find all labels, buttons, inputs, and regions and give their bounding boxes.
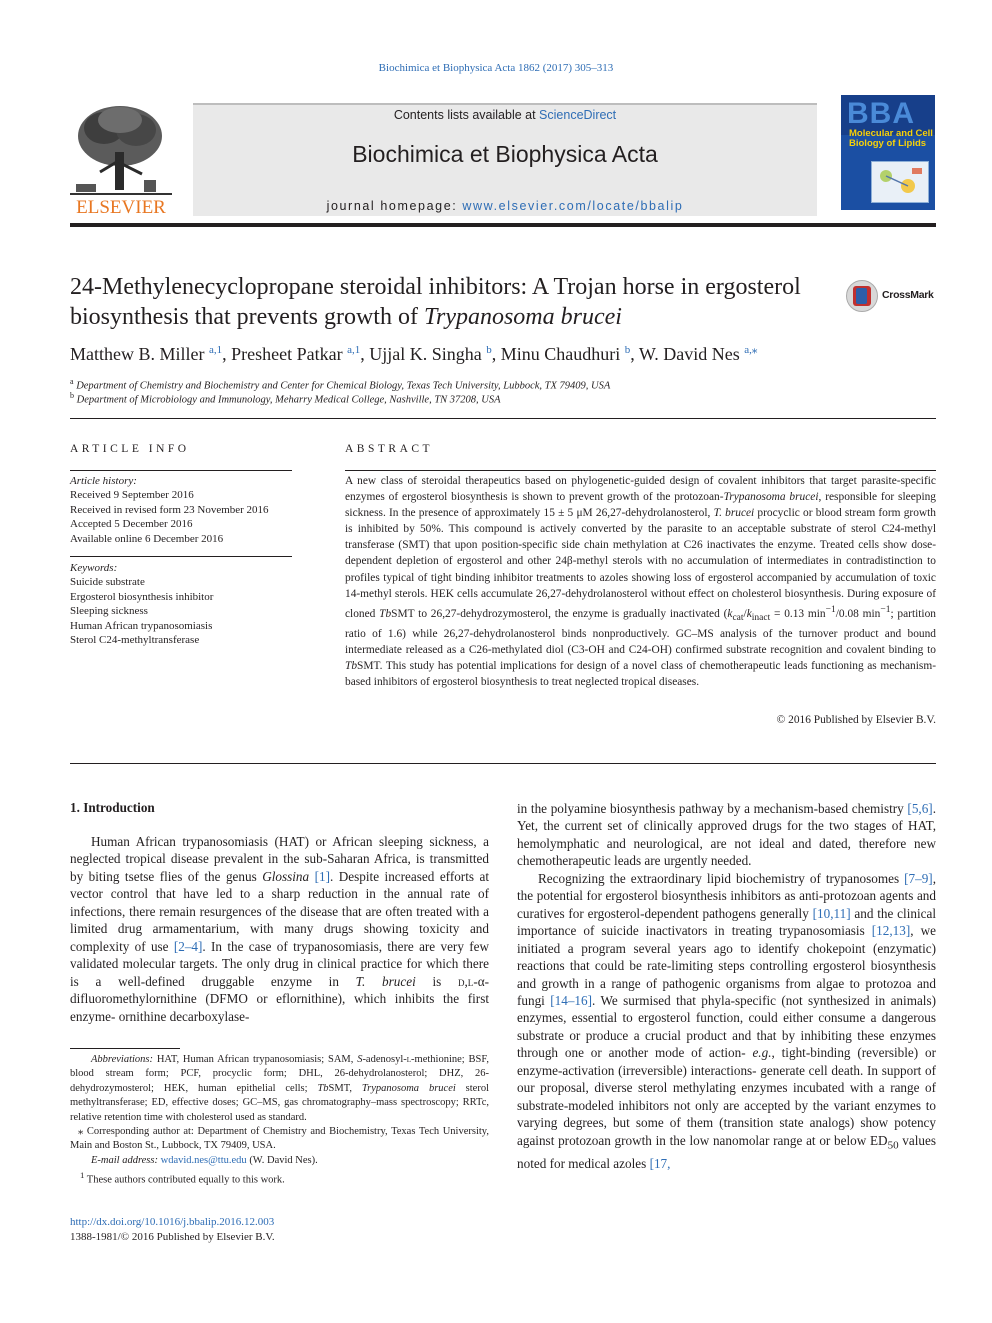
abstract-rule: [345, 470, 936, 471]
author-affiliation-mark[interactable]: a,1: [347, 344, 361, 356]
doi-link[interactable]: http://dx.doi.org/10.1016/j.bbalip.2016.12.003: [70, 1216, 275, 1228]
affiliation-divider: [70, 418, 936, 419]
contents-prefix: Contents lists available at: [393, 108, 540, 122]
history-label: Article history:: [70, 475, 137, 487]
keywords-label: Keywords:: [70, 562, 118, 574]
affiliation-label: b: [70, 391, 74, 400]
equal-contribution-footnote: $^1$ These authors contributed equally to this work.: [80, 1170, 285, 1186]
cover-figure-icon: [871, 161, 929, 203]
abbreviations-footnote: Abbreviations: HAT, Human African trypanosomiasis; SAM, S-adenosyl-l-methionine; BSF, blood stream form; PCF, procyclic form; DHL, 26-dehydrolanosterol; DHZ, 26-dehydrozymosterol; HEK, human epithelial cells; TbSMT, Trypanosoma brucei sterol methyltransferase; ED, effective doses; GC–MS, gas chromatography–mass spectroscopy; RRTc, relative retention time with cholesterol used as standard.: [70, 1054, 490, 1123]
affiliation-b: [70, 391, 936, 406]
keyword: Human African trypanosomiasis: [70, 619, 213, 632]
footnotes: [70, 1053, 489, 1188]
abstract-body: A new class of steroidal therapeutics based on phylogenetic-guided design of covalent inhibitors that target parasite-specific enzymes of ergosterol biosynthesis is shown to prevent growth of the protozoan-Trypanosoma brucei, responsible for sleeping sickness. In the presence of approximately 15 ± 5 μM 26,27-dehydrolanosterol, T. brucei procyclic or blood stream form growth is inhibited by 50%. This compound is actively converted by the parasite to an acceptable substrate of sterol C24-methyl transferase (SMT) that upon position-specific side chain methylation at C26 inactivates the enzyme. Treated cells show dose-dependent depletion of ergosterol and other 24β-methyl sterols with no accumulation of intermediates in contradistinction to profiles typical of tight binding inhibitor treatments to azoles showing loss of ergosterol accompanied by accumulation of toxic 14-methyl sterols. HEK cells accumulate 26,27-dehydrolanosterol without effect on cholesterol biosynthesis. During exposure of cloned TbSMT to 26,27-dehydrozymosterol, the enzyme is gradually inactivated ($k_{cat}/k_{inact} = 0.13$ $\min^{-1}/0.08$ $\min^{-1}$; partition ratio of 1.6) while 26,27-dehydrolanosterol binds nonproductively. GC–MS analysis of the turnover product and bound intermediate released as a C26-methylated diol (C3-OH and C24-OH) confirmed substrate recognition and covalent binding to TbSMT. This study has potential implications for design of a novel class of chemotherapeutic leads functioning as mechanism-based inhibitors of ergosterol biosynthesis to treat neglected tropical diseases.: [345, 475, 937, 689]
reference-link[interactable]: [5,6]: [907, 801, 933, 816]
article-title: [70, 272, 810, 332]
elsevier-tree-icon: [70, 100, 172, 216]
title-species: Trypanosoma brucei: [423, 304, 622, 330]
title-text: 24-Methylenecyclopropane steroidal inhibitors: A Trojan horse in ergosterol biosynthesis that prevents growth of: [70, 274, 801, 330]
sciencedirect-link[interactable]: ScienceDirect: [539, 108, 617, 122]
issn-line: 1388-1981/© 2016 Published by Elsevier B.V.: [70, 1231, 275, 1243]
author-email-link[interactable]: wdavid.nes@ttu.edu: [160, 1154, 247, 1166]
elsevier-logo: [70, 100, 172, 216]
affiliation-a: [70, 377, 936, 392]
body-column-right: [517, 800, 936, 1172]
keyword: Suicide substrate: [70, 576, 145, 589]
keywords: [70, 561, 292, 647]
crossmark-icon: [846, 280, 878, 312]
reference-link[interactable]: [12,13]: [871, 923, 911, 939]
affiliation-label: a: [70, 377, 74, 386]
contents-line: [193, 108, 817, 122]
abstract-bottom-divider: [70, 763, 936, 764]
section-heading-introduction: 1. Introduction: [70, 800, 155, 815]
author-affiliation-mark[interactable]: a,⁎: [744, 344, 758, 356]
journal-masthead: [193, 103, 817, 216]
elsevier-wordmark: ELSEVIER: [76, 197, 166, 216]
journal-cover-thumbnail[interactable]: [841, 95, 935, 210]
reference-link[interactable]: [14–16]: [550, 992, 592, 1008]
doi-block: [70, 1215, 275, 1245]
cover-bba-text: BBA: [847, 97, 915, 130]
intro-paragraph-2: Recognizing the extraordinary lipid biochemistry of trypanosomes [7–9], the potential for ergosterol biosynthesis inhibitors as anti-protozoan agents and curatives for ergosterol-dependent pathogens generally [10,11] and the clinical importance of suicide inactivators in treating trypanosomiasis [12,13], we initiated a program several years ago to identify chokepoint (enzymatic) reactions that could be rate-limiting steps controlling ergosterol biosynthesis and growth in a range of pathogenic organisms from algae to protozoa and fungi [14–16]. We surmised that phyla-specific (not synthesized in animals) enzymes, essential to ergosterol function, could either consume a dangerous substrate or produce a crucial product and that by inhibiting these enzymes through one or another mode of action- e.g., tight-binding (reversible) or enzyme-activation (irreversible) interactions- generate cell death. In support of our proposal, diverse sterol methylating enzymes incubated with a range of substrate-modeled inhibitors not only are accepted by the variant enzymes to varying degrees, but some of them (transition state analogs) show potency against protozoan growth in the low nanomolar range at or below $ED_{50}$ values noted for medical azoles [17,: [517, 870, 936, 1171]
header-divider: [70, 223, 936, 227]
footnote-rule: [70, 1048, 180, 1049]
keyword: Ergosterol biosynthesis inhibitor: [70, 590, 214, 603]
reference-link[interactable]: [7–9]: [904, 870, 933, 886]
reference-link[interactable]: [2–4]: [173, 938, 203, 954]
body-column-left: [70, 833, 489, 1025]
reference-link[interactable]: [17,: [649, 1155, 671, 1171]
history-received: Received 9 September 2016: [70, 489, 194, 502]
author-name[interactable]: Ujjal K. Singha: [369, 344, 482, 364]
author-name[interactable]: Presheet Patkar: [231, 344, 343, 364]
affiliation-text: Department of Microbiology and Immunology, Meharry Medical College, Nashville, TN 37208, USA: [76, 394, 501, 406]
history-accepted: Accepted 5 December 2016: [70, 518, 193, 531]
keywords-rule: [70, 556, 292, 557]
author-affiliation-mark[interactable]: b: [486, 344, 492, 356]
article-history: [70, 474, 292, 546]
journal-citation-link[interactable]: Biochimica et Biophysica Acta 1862 (2017) 305–313: [378, 62, 614, 74]
cover-subtitle: Molecular and Cell Biology of Lipids: [849, 128, 933, 149]
crossmark-label: CrossMark: [882, 289, 934, 301]
author-name[interactable]: Minu Chaudhuri: [500, 344, 621, 364]
author-name[interactable]: W. David Nes: [638, 344, 740, 364]
author-affiliation-mark[interactable]: a,1: [208, 344, 223, 356]
keyword: Sterol C24-methyltransferase: [70, 634, 200, 647]
history-online: Available online 6 December 2016: [70, 532, 224, 545]
history-revised: Received in revised form 23 November 2016: [70, 503, 269, 516]
email-footnote: E-mail address: wdavid.nes@ttu.edu (W. David Nes).: [91, 1154, 318, 1166]
author-name[interactable]: Matthew B. Miller: [70, 344, 205, 364]
reference-link[interactable]: [1]: [314, 868, 330, 884]
reference-link[interactable]: [10,11]: [812, 905, 851, 921]
affiliation-text: Department of Chemistry and Biochemistry and Center for Chemical Biology, Texas Tech University, Lubbock, TX 79409, USA: [76, 380, 611, 392]
journal-title: Biochimica et Biophysica Acta: [352, 141, 658, 167]
article-info-rule: [70, 470, 292, 471]
homepage-link[interactable]: www.elsevier.com/locate/bbalip: [462, 199, 684, 213]
abstract-copyright: © 2016 Published by Elsevier B.V.: [776, 714, 936, 726]
author-affiliation-mark[interactable]: b: [624, 344, 631, 356]
abstract-heading: ABSTRACT: [345, 443, 434, 455]
intro-paragraph-1: Human African trypanosomiasis (HAT) or African sleeping sickness, a neglected tropical disease prevalent in the sub-Saharan Africa, is transmitted by biting tsetse flies of the genus Glossina [1]. Despite increased efforts at vector control that have led to a sharp reduction in the annual rate of infections, there remain resurgences of the disease that are often treated with a limited drug armamentarium, with many drugs showing toxicity and complexity of use [2–4]. In the case of trypanosomiasis, there are very few validated molecular targets. The only drug in clinical practice for which there is a well-defined druggable enzyme in T. brucei is d,l-α-difluoromethylornithine (DFMO or eflornithine), which inhibits the first enzyme- ornithine decarboxylase-: [70, 834, 490, 1024]
intro-paragraph-1-continued: in the polyamine biosynthesis pathway by a mechanism-based chemistry [5,6]. Yet, the current set of clinically approved drugs for the two stages of HAT, hemolymphatic and neurological, are not ideal and dated, therefore new chemotherapeutic leads are urgently needed.: [517, 801, 936, 869]
corresponding-author-footnote: ⁎ Corresponding author at: Department of Chemistry and Biochemistry, Texas Tech University, Main and Boston St., Lubbock, TX 79409, USA.: [70, 1126, 489, 1152]
article-info-heading: ARTICLE INFO: [70, 443, 190, 455]
homepage-prefix: journal homepage:: [326, 199, 463, 213]
author-list: Matthew B. Miller $^{a,1}$, Presheet Patkar $^{a,1}$, Ujjal K. Singha $^b$, Minu Chaudhuri $^b$, W. David Nes $^{a,⁎}$: [70, 344, 758, 364]
crossmark-button[interactable]: [846, 280, 938, 312]
keyword: Sleeping sickness: [70, 605, 148, 618]
journal-homepage: [193, 199, 817, 213]
